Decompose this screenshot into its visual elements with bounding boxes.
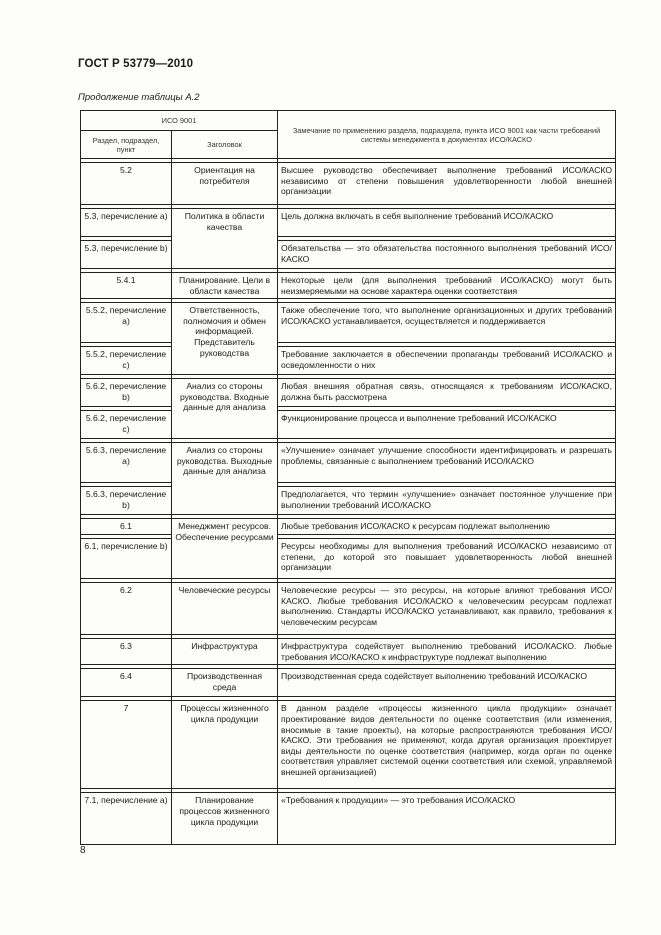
section-cell: 5.5.2, перечисление с) — [81, 347, 172, 375]
note-cell: Некоторые цели (для выполнения требований ИСО/КАСКО) могут быть неизмеряемыми на основе характера оценки соответствия — [278, 273, 616, 299]
table-row — [81, 379, 616, 407]
table-row — [81, 443, 616, 483]
table-row — [81, 793, 616, 845]
note-cell: Цель должна включать в себя выполнение требований ИСО/КАСКО — [278, 209, 616, 237]
table-row — [81, 487, 616, 515]
section-cell: 6.2 — [81, 583, 172, 635]
title-cell: Человеческие ресурсы — [172, 583, 278, 635]
table-row — [81, 411, 616, 439]
title-cell: Анализ со стороны руководства. Выходные данные для анализа — [172, 443, 278, 515]
title-cell: Производственная среда — [172, 669, 278, 697]
section-cell: 5.3, перечисление b) — [81, 241, 172, 269]
table-row — [81, 669, 616, 697]
title-cell: Процессы жизненного цикла продукции — [172, 701, 278, 789]
section-cell: 5.4.1 — [81, 273, 172, 299]
note-cell: Обязательства — это обязательства постоянного выполнения требований ИСО/КАСКО — [278, 241, 616, 269]
title-cell: Инфраструктура — [172, 639, 278, 665]
table-row — [81, 519, 616, 535]
note-cell: «Требования к продукции» — это требования ИСО/КАСКО — [278, 793, 616, 845]
table-row — [81, 303, 616, 343]
section-cell: 5.5.2, перечисление а) — [81, 303, 172, 343]
table-caption: Продолжение таблицы А.2 — [78, 92, 200, 103]
note-cell: Производственная среда содействует выполнению требований ИСО/КАСКО — [278, 669, 616, 697]
note-cell: В данном разделе «процессы жизненного цикла продукции» означает проектирование видов деятельности по оценке соответствия (или изменения, вносимые в такие проекты), на которые распространяются требования ИСО/КАСКО. Эти требования не применяют, когда другая организация проектирует виды деятельности по оценке соответствия (например, когда орган по оценке соответствия управляет системой оценки соответствия или схемой, управляемой внешней организацией) — [278, 701, 616, 789]
note-cell: Любая внешняя обратная связь, относящаяся к требованиям ИСО/КАСКО, должна быть рассмотрена — [278, 379, 616, 407]
section-cell: 5.6.3, перечисление b) — [81, 487, 172, 515]
title-cell: Планирование. Цели в области качества — [172, 273, 278, 299]
note-cell: Ресурсы необходимы для выполнения требований ИСО/КАСКО независимо от степени, до которой это повышает удовлетворенность любой внешней организации — [278, 539, 616, 579]
note-cell: «Улучшение» означает улучшение способности идентифицировать и разрешать проблемы, связанные с выполнением требований ИСО/КАСКО — [278, 443, 616, 483]
section-cell: 6.1, перечисление b) — [81, 539, 172, 579]
section-cell: 6.1 — [81, 519, 172, 535]
table-row — [81, 209, 616, 237]
iso-9001-group-header: ИСО 9001 — [81, 111, 278, 131]
note-column-header: Замечание по применению раздела, подраздела, пункта ИСО 9001 как части требований системы менеджмента в документах ИСО/КАСКО — [278, 111, 616, 159]
section-cell: 6.3 — [81, 639, 172, 665]
section-cell: 7 — [81, 701, 172, 789]
note-cell: Человеческие ресурсы — это ресурсы, на которые влияют требования ИСО/КАСКО. Любые требования ИСО/КАСКО к человеческим ресурсам подлежат выполнению. Стандарты ИСО/КАСКО устанавливают, как правило, требования к человеческим ресурсам — [278, 583, 616, 635]
table-row — [81, 347, 616, 375]
section-cell: 5.6.2, перечисление b) — [81, 379, 172, 407]
title-cell: Анализ со стороны руководства. Входные данные для анализа — [172, 379, 278, 439]
note-cell: Высшее руководство обеспечивает выполнение требований ИСО/КАСКО независимо от степени повышения удовлетворенности любой внешней организации — [278, 163, 616, 205]
title-cell: Политика в области качества — [172, 209, 278, 269]
note-cell: Также обеспечение того, что выполнение организационных и других требований ИСО/КАСКО устанавливается, осуществляется и поддерживается — [278, 303, 616, 343]
section-cell: 7.1, перечисление а) — [81, 793, 172, 845]
title-cell: Ответственность, полномочия и обмен информацией. Представитель руководства — [172, 303, 278, 375]
note-cell: Предполагается, что термин «улучшение» означает постоянное улучшение при выполнении требований ИСО/КАСКО — [278, 487, 616, 515]
section-cell: 5.3, перечисление а) — [81, 209, 172, 237]
requirements-table — [80, 110, 616, 845]
note-cell: Любые требования ИСО/КАСКО к ресурсам подлежат выполнению — [278, 519, 616, 535]
table-row — [81, 273, 616, 299]
section-cell: 5.2 — [81, 163, 172, 205]
note-cell: Инфраструктура содействует выполнению требований ИСО/КАСКО. Любые требования ИСО/КАСКО к инфраструктуре подлежат выполнению — [278, 639, 616, 665]
section-column-header: Раздел, подраздел, пункт — [81, 131, 172, 159]
note-cell: Требование заключается в обеспечении пропаганды требований ИСО/КАСКО и осведомленности о них — [278, 347, 616, 375]
title-column-header: Заголовок — [172, 131, 278, 159]
table-row — [81, 701, 616, 789]
table-row — [81, 539, 616, 579]
note-cell: Функционирование процесса и выполнение требований ИСО/КАСКО — [278, 411, 616, 439]
section-cell: 5.6.3, перечисление а) — [81, 443, 172, 483]
table-row — [81, 163, 616, 205]
title-cell: Ориентация на потребителя — [172, 163, 278, 205]
standard-designation: ГОСТ Р 53779—2010 — [78, 58, 194, 70]
page-number: 8 — [80, 845, 86, 856]
title-cell: Планирование процессов жизненного цикла продукции — [172, 793, 278, 845]
table-row — [81, 639, 616, 665]
table-row — [81, 583, 616, 635]
table-row — [81, 241, 616, 269]
title-cell: Менеджмент ресурсов. Обеспечение ресурсами — [172, 519, 278, 579]
section-cell: 5.6.2, перечисление с) — [81, 411, 172, 439]
section-cell: 6.4 — [81, 669, 172, 697]
